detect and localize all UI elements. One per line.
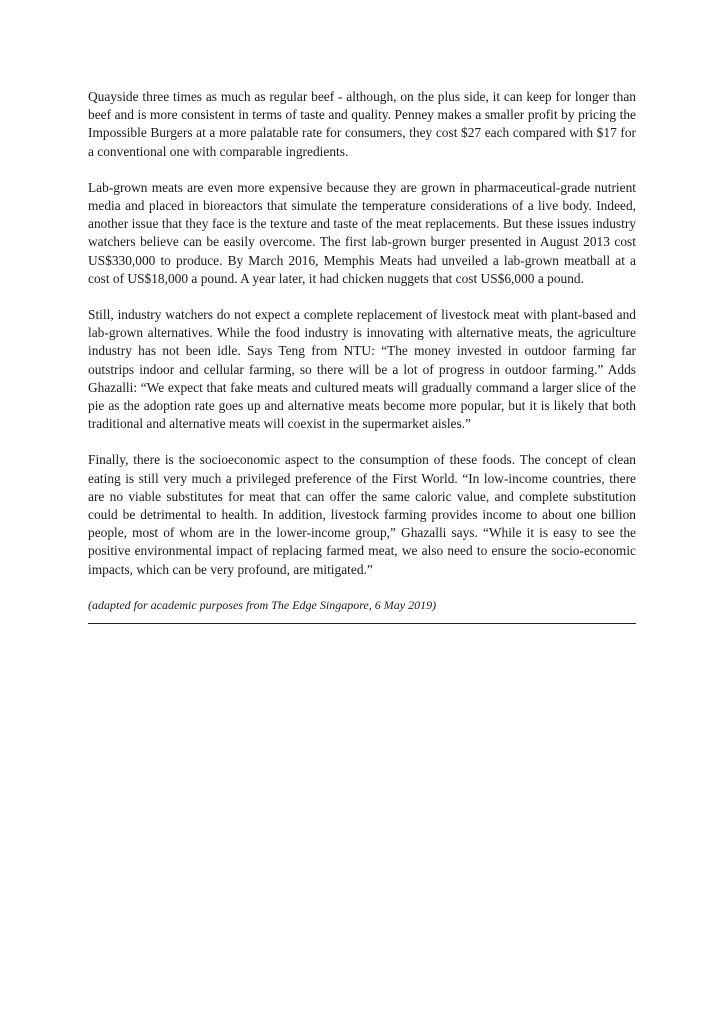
paragraph-cost-comparison: Quayside three times as much as regular beef - although, on the plus side, it can keep for longer than beef and is more consistent in terms of taste and quality. Penney makes a smaller profit by pricing the Impossible Burgers at a more palatable rate for consumers, they cost $27 each compared with $17 for a conventional one with comparable ingredients. [88, 89, 636, 159]
source-citation: (adapted for academic purposes from The Edge Singapore, 6 May 2019) [88, 597, 437, 612]
horizontal-rule [88, 623, 636, 624]
document-page [88, 88, 636, 624]
paragraph-industry-outlook: Still, industry watchers do not expect a complete replacement of livestock meat with plant-based and lab-grown alternatives. While the food industry is innovating with alternative meats, the agriculture industry has not been idle. Says Teng from NTU: “The money invested in outdoor farming far outstrips indoor and cellular farming, so there will be a lot of progress in outdoor farming.” Adds Ghazalli: “We expect that fake meats and cultured meats will gradually command a larger slice of the pie as the adoption rate goes up and alternative meats become more popular, but it is likely that both traditional and alternative meats will coexist in the supermarket aisles.” [88, 307, 636, 432]
paragraph-lab-grown-meats: Lab-grown meats are even more expensive because they are grown in pharmaceutical-grade nutrient media and placed in bioreactors that simulate the temperature considerations of a live body. Indeed, another issue that they face is the texture and taste of the meat replacements. But these issues industry watchers believe can be easily overcome. The first lab-grown burger presented in August 2013 cost US$330,000 to produce. By March 2016, Memphis Meats had unveiled a lab-grown meatball at a cost of US$18,000 a pound. A year later, it had chicken nuggets that cost US$6,000 a pound. [88, 179, 636, 286]
paragraph-socioeconomic-aspect: Finally, there is the socioeconomic aspect to the consumption of these foods. The concept of clean eating is still very much a privileged preference of the First World. “In low-income countries, there are no viable substitutes for meat that can offer the same caloric value, and complete substitution could be detrimental to health. In addition, livestock farming provides income to about one billion people, most of whom are in the lower-income group,” Ghazalli says. “While it is easy to see the positive environmental impact of replacing farmed meat, we also need to ensure the socio-economic impacts, which can be very profound, are mitigated.” [88, 452, 636, 577]
